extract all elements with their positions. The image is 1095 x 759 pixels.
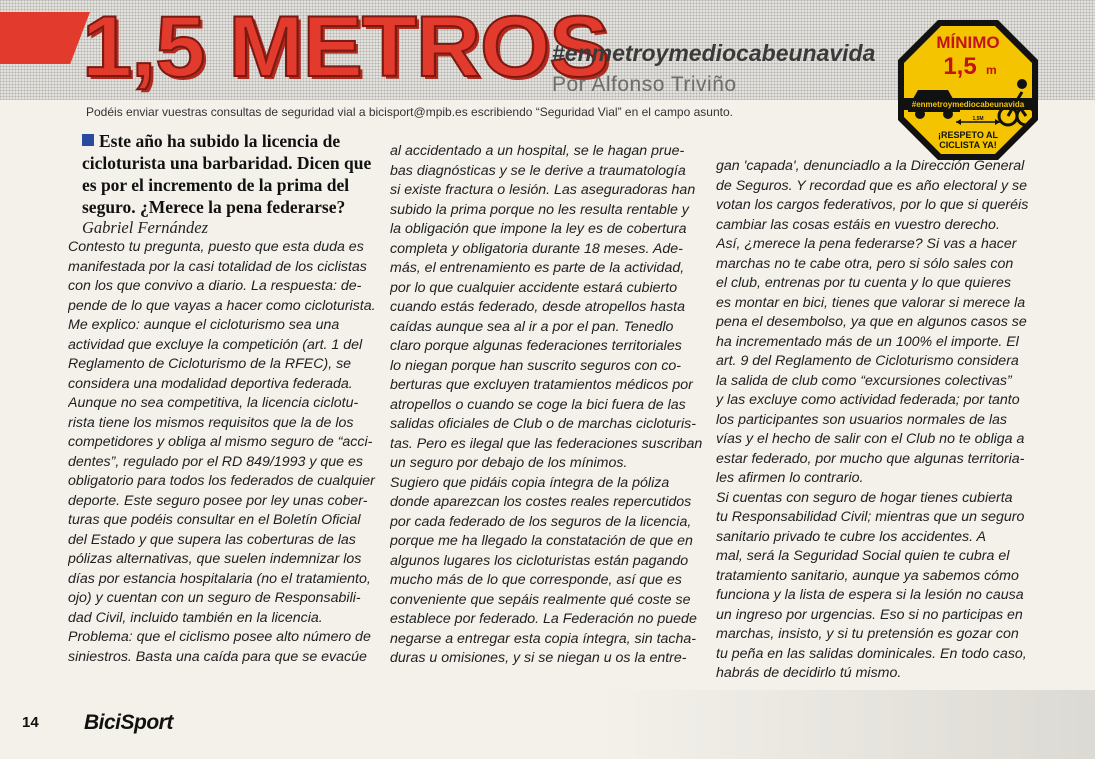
article-line: votan los cargos federativos, por lo que si queréis (716, 197, 1029, 213)
article-line: los participantes son usuarios normales de las (716, 411, 1007, 428)
article-line: tu Responsabilidad Civil; mientras que un seguro (716, 509, 1025, 525)
article-line: tratamiento sanitario, aunque ya sabemos cómo (716, 567, 1019, 584)
article-line: turas que podéis consultar en el Boletín Oficial (68, 512, 361, 528)
question-marker-icon (82, 134, 94, 146)
hashtag: #enmetroymediocabeunavida (552, 40, 876, 66)
intro-text: Podéis enviar vuestras consultas de seguridad vial a bicisport@mpib.es escribiendo “Seguridad Vial” en el campo asunto. (86, 105, 733, 119)
article-line: marchas no te cabe otra, pero si sólo sales con (716, 255, 1014, 272)
article-line: mal, será la Seguridad Social quien te cubra el (716, 548, 1010, 564)
article-line: lo niegan porque han suscrito seguros con co- (390, 357, 682, 374)
article-line: de Seguros. Y recordad que es año electoral y se (716, 177, 1028, 194)
page-decoration (600, 690, 1095, 759)
article-line: gan 'capada', denunciadlo a la Dirección General (716, 158, 1025, 174)
question-line: es por el incremento de la prima del (82, 175, 350, 195)
article-line: subido la prima porque no les resulta rentable y (390, 201, 689, 218)
article-line: estar federado, por mucho que algunas territoria- (716, 450, 1025, 467)
article-line: bas diagnósticas y se le derive a traumatología (390, 162, 686, 179)
article-line: mucho más de lo que corresponde, así que es (390, 572, 682, 588)
article-line: Contesto tu pregunta, puesto que esta duda es (68, 239, 364, 255)
magazine-logo: BiciSport (84, 711, 173, 734)
article-line: actividad que excluye la competición (art. 1 del (68, 336, 363, 353)
article-line: berturas que excluyen tratamientos médicos por (390, 377, 693, 393)
article-line: habrás de decidirlo tú mismo. (716, 665, 902, 681)
question-line: Este año ha subido la licencia de (99, 131, 341, 151)
article-line: si existe fractura o lesión. Las aseguradoras han (390, 182, 696, 198)
article-line: ojo) y cuentan con un seguro de Responsabili- (68, 590, 361, 606)
sign-unit-text: m (986, 63, 997, 77)
article-line: tu peña en las salidas dominicales. En todo caso, (716, 645, 1027, 662)
article-line: por lo que cualquier accidente estará cubierto (390, 279, 678, 296)
article-line: art. 9 del Reglamento de Cicloturismo considera (716, 353, 1019, 369)
article-line: claro porque algunas federaciones territoriales (390, 338, 682, 354)
article-line: vías y el hecho de salir con el Club no te obliga a (716, 431, 1025, 447)
minimum-distance-sign-icon (896, 18, 1040, 162)
article-line: algunos lugares los cicloturistas están pagando (390, 552, 689, 569)
section-title: 1,5 METROS (82, 0, 609, 95)
article-line: caídas aunque sea al ir a por el pan. Tenedlo (390, 318, 674, 335)
article-line: con los que convivo a diario. La respuesta: de- (68, 278, 362, 294)
article-line: Así, ¿merece la pena federarse? Si vas a hacer (716, 236, 1017, 252)
sign-band-text: #enmetroymediocabeunavida (911, 100, 1025, 109)
reader-question (68, 130, 386, 218)
question-line: seguro. ¿Merece la pena federarse? (82, 197, 346, 217)
article-line: del Estado y que supera las coberturas de las (68, 531, 356, 548)
question-author: Gabriel Fernández (82, 218, 209, 237)
article-line: un ingreso por urgencias. Eso si no participas en (716, 606, 1023, 623)
article-line: competidores y obliga al mismo seguro de “acci- (68, 434, 373, 450)
article-line: Reglamento de Cicloturismo de la RFEC), se (68, 356, 352, 372)
sign-value-text: 1,5 (943, 53, 977, 80)
sign-small-text: 1,5M (972, 116, 984, 122)
article-line: un seguro por debajo de los mínimos. (390, 455, 628, 471)
article-line: Si cuentas con seguro de hogar tienes cubierta (716, 489, 1013, 506)
article-line: deporte. Este seguro posee por ley unas cober- (68, 492, 368, 509)
page-number: 14 (22, 714, 39, 731)
article-line: más, el entrenamiento es parte de la actividad, (390, 260, 685, 276)
article-line: tas. Pero es ilegal que las federaciones suscriban (390, 435, 703, 452)
article-line: días por estancia hospitalaria (no el tratamiento, (68, 570, 371, 587)
article-line: manifestada por la casi totalidad de los ciclistas (68, 258, 367, 275)
article-line: les afirmen lo contrario. (716, 470, 864, 486)
column-1-body (68, 238, 386, 667)
article-line: la obligación que impone la ley es de cobertura (390, 221, 687, 237)
sign-top-text: MÍNIMO (936, 33, 1000, 52)
article-line: marchas, insisto, y si tu pretensión es gozar con (716, 626, 1019, 642)
article-line: la salida de club como “excursiones colectivas” (716, 372, 1012, 389)
article-line: sanitario privado te cubre los accidentes. A (716, 528, 986, 545)
article-line: por cada federado de los seguros de la licencia, (390, 513, 692, 530)
article-line: establece por federado. La Federación no puede (390, 611, 697, 627)
article-line: rista tiene los mismos requisitos que la de los (68, 414, 354, 431)
article-line: salidas oficiales de Club o de marchas cicloturis- (390, 416, 696, 432)
article-column-2 (390, 142, 708, 742)
article-line: al accidentado a un hospital, se le hagan prue- (390, 143, 685, 159)
article-line: y las excluye como actividad federada; por tanto (716, 392, 1020, 408)
article-line: dad Civil, incluido también en la licencia. (68, 609, 323, 626)
article-line: porque me ha llegado la constatación de que en (390, 533, 693, 549)
article-line: donde aparezcan los costes reales repercutidos (390, 494, 692, 510)
article-line: duras u omisiones, y si se niegan u os la entre- (390, 650, 687, 666)
article-line: cuando estás federado, desde atropellos hasta (390, 299, 685, 315)
article-line: cambiar las cosas estáis en vuestro derecho. (716, 216, 1000, 233)
article-line: conveniente que sepáis realmente qué coste se (390, 591, 691, 608)
article-line: pende de lo que vayas a hacer como cicloturista. (68, 297, 376, 314)
article-column-1 (68, 130, 386, 730)
sign-bottom-text-2: CICLISTA YA! (939, 140, 997, 150)
article-line: ha incrementado más de un 100% el importe. El (716, 333, 1019, 350)
article-line: considera una modalidad deportiva federada. (68, 375, 353, 392)
article-line: pólizas alternativas, que suelen indemnizar los (68, 551, 362, 567)
article-line: completa y obligatoria durante 18 meses. Ade- (390, 240, 683, 257)
article-column-3 (716, 157, 1038, 757)
article-line: obligatorio para todos los federados de cualquier (68, 473, 375, 489)
article-line: Me explico: aunque el cicloturismo sea una (68, 317, 340, 333)
article-line: negarse a entregar esta copia íntegra, sin tacha- (390, 630, 697, 647)
article-line: Sugiero que pidáis copia íntegra de la póliza (390, 474, 670, 491)
article-line: Aunque no sea competitiva, la licencia ciclotu- (68, 395, 359, 411)
article-line: el club, entrenas por tu cuenta y lo que quieres (716, 275, 1011, 291)
article-line: atropellos o cuando se coge la bici fuera de las (390, 396, 686, 413)
article-line: es montar en bici, tienes que valorar si merece la (716, 294, 1026, 311)
question-line: cicloturista una barbaridad. Dicen que (82, 153, 372, 173)
article-line: dentes”, regulado por el RD 849/1993 y que es (68, 453, 363, 470)
article-line: siniestros. Basta una caída para que se evacúe (68, 648, 367, 665)
article-line: pena el desembolso, ya que en algunos casos se (716, 314, 1027, 330)
sign-bottom-text-1: ¡RESPETO AL (937, 130, 999, 140)
article-line: Problema: que el ciclismo posee alto número de (68, 629, 371, 645)
byline: Por Alfonso Triviño (552, 73, 737, 96)
article-line: funciona y la lista de espera si la lesión no causa (716, 587, 1024, 603)
